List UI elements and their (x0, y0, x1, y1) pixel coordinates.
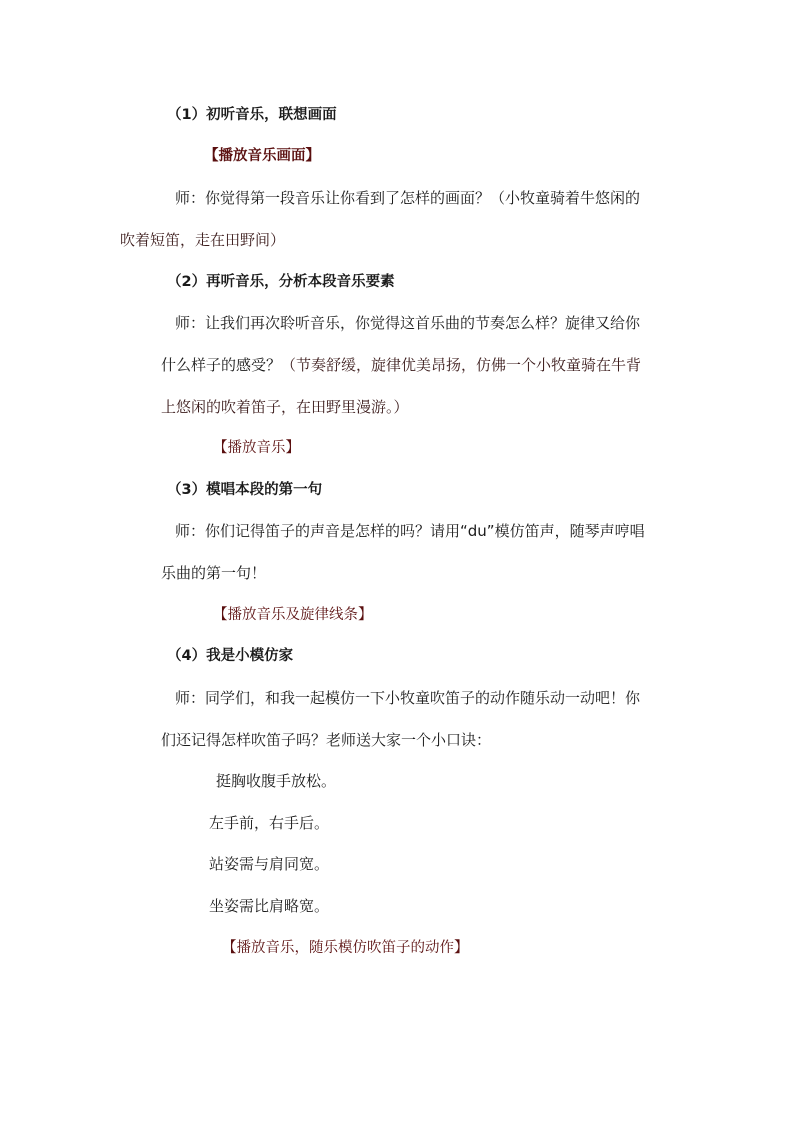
section4-teacher-line2: 们还记得怎样吹笛子吗？老师送大家一个小口诀： (161, 731, 492, 749)
section2-teacher-line2 (161, 355, 641, 375)
section4-heading: （4）我是小模仿家 (167, 648, 294, 664)
section3-teacher-line1: 师：你们记得笛子的声音是怎样的吗？请用“du”模仿笛声，随琴声哼唱 (175, 522, 645, 540)
section4-rhyme-line4: 坐姿需比肩略宽。 (209, 897, 330, 915)
section4-rhyme-line1: 挺胸收腹手放松。 (216, 772, 337, 790)
section1-heading: （1）初听音乐，联想画面 (167, 107, 337, 123)
section4-rhyme-line2: 左手前，右手后。 (209, 814, 330, 832)
section2-marker: 【播放音乐】 (213, 440, 300, 456)
section4-rhyme-line3: 站姿需与肩同宽。 (209, 855, 330, 873)
section2-answer-start: （节奏舒缓，旋律优美昂扬，仿佛一个小牧童骑在牛背 (281, 356, 642, 374)
section1-teacher-line1: 师：你觉得第一段音乐让你看到了怎样的画面？（小牧童骑着牛悠闲的 (175, 189, 641, 207)
section2-heading: （2）再听音乐，分析本段音乐要素 (167, 274, 395, 290)
section4-teacher-line1: 师：同学们，和我一起模仿一下小牧童吹笛子的动作随乐动一动吧！你 (175, 689, 641, 707)
section3-heading: （3）模唱本段的第一句 (167, 482, 323, 498)
section4-marker: 【播放音乐，随乐模仿吹笛子的动作】 (222, 940, 469, 956)
section2-teacher-line3: 上悠闲的吹着笛子，在田野里漫游。） (161, 398, 409, 416)
section2-teacher-line1: 师：让我们再次聆听音乐，你觉得这首乐曲的节奏怎么样？旋律又给你 (175, 314, 641, 332)
section1-marker: 【播放音乐画面】 (204, 148, 320, 164)
section1-teacher-line2: 吹着短笛，走在田野间） (120, 231, 286, 249)
section3-teacher-line2: 乐曲的第一句！ (161, 564, 267, 582)
section3-marker: 【播放音乐及旋律线条】 (213, 607, 373, 623)
section2-question-end: 什么样子的感受？ (161, 356, 282, 374)
